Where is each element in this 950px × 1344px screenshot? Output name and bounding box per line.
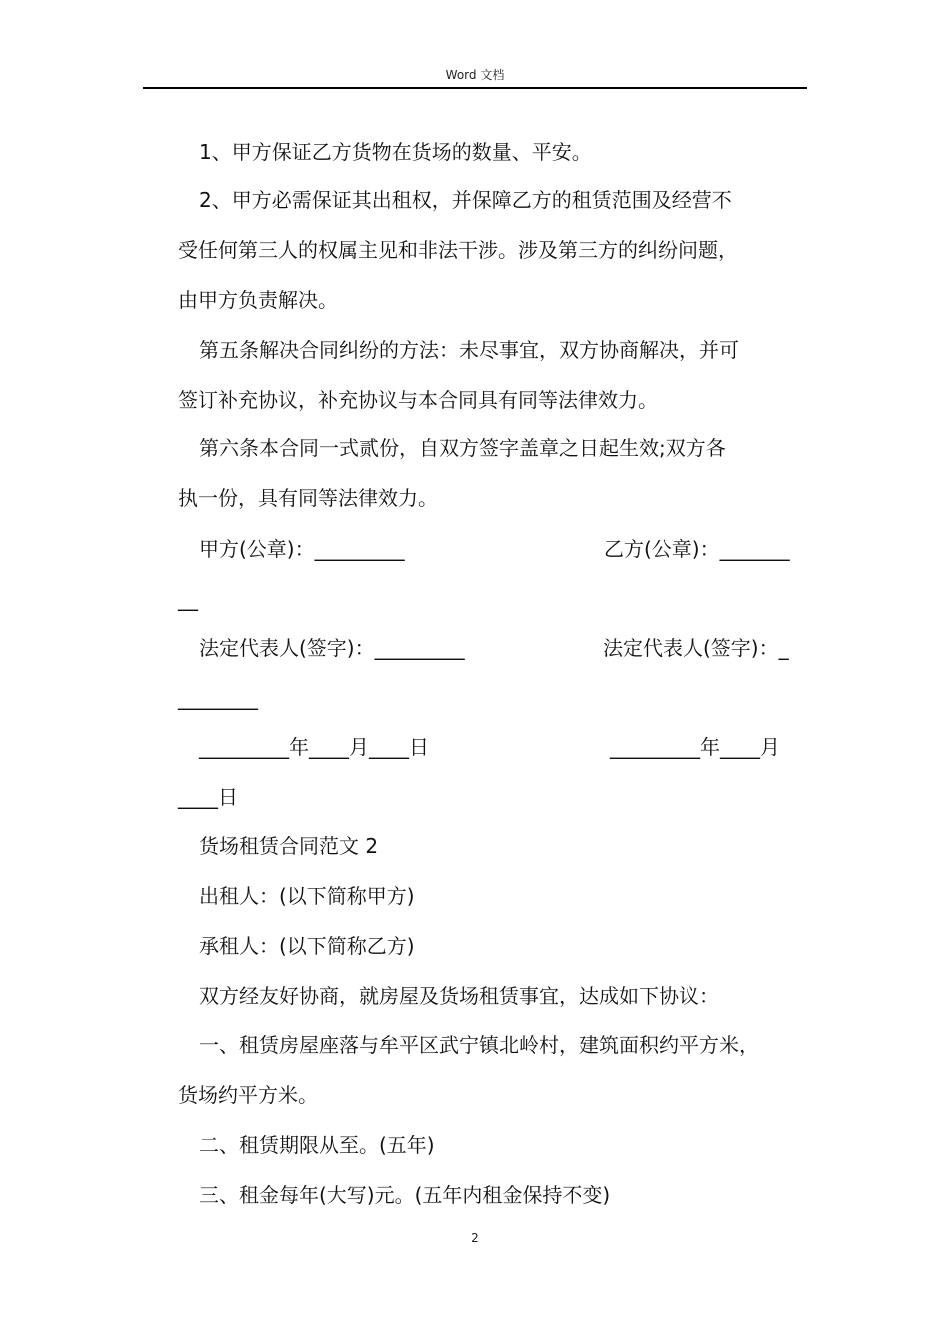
paragraph-line: 第五条解决合同纠纷的方法：未尽事宜，双方协商解决，并可: [199, 338, 739, 362]
page-header: Word 文档: [445, 68, 505, 82]
paragraph-line: 第六条本合同一式贰份，自双方签字盖章之日起生效;双方各: [199, 436, 726, 460]
rep-b-signature-field-continued: ________: [178, 686, 258, 710]
paragraph-line: 承租人：(以下简称乙方): [199, 934, 415, 958]
paragraph-line: 出租人：(以下简称甲方): [199, 884, 415, 908]
paragraph-line: 2、甲方必需保证其出租权，并保障乙方的租赁范围及经营不: [199, 188, 732, 212]
paragraph-line: 执一份，具有同等法律效力。: [178, 486, 438, 510]
page-number: 2: [471, 1231, 479, 1245]
party-a-seal-field: 甲方(公章)：_________: [199, 537, 405, 561]
date-a-field: _________年____月____日: [199, 735, 429, 759]
rep-a-signature-field: 法定代表人(签字)：_________: [199, 636, 465, 660]
paragraph-line: 1、甲方保证乙方货物在货场的数量、平安。: [199, 140, 592, 164]
party-b-seal-field-continued: __: [178, 587, 198, 611]
paragraph-line: 由甲方负责解决。: [178, 288, 338, 312]
party-b-seal-field: 乙方(公章)：_______: [604, 537, 790, 561]
section-title: 货场租赁合同范文 2: [199, 834, 379, 858]
paragraph-line: 一、租赁房屋座落与牟平区武宁镇北岭村，建筑面积约平方米，: [199, 1033, 759, 1057]
date-b-field-continued: ____日: [178, 785, 238, 809]
header-divider: [143, 87, 807, 89]
paragraph-line: 货场约平方米。: [178, 1083, 318, 1107]
paragraph-line: 二、租赁期限从至。(五年): [199, 1133, 435, 1157]
rep-b-signature-field: 法定代表人(签字)：_: [603, 636, 789, 660]
paragraph-line: 签订补充协议，补充协议与本合同具有同等法律效力。: [178, 388, 658, 412]
paragraph-line: 受任何第三人的权属主见和非法干涉。涉及第三方的纠纷问题，: [178, 238, 738, 262]
paragraph-line: 三、租金每年(大写)元。(五年内租金保持不变): [199, 1183, 611, 1207]
paragraph-line: 双方经友好协商，就房屋及货场租赁事宜，达成如下协议：: [199, 984, 719, 1008]
date-b-field: _________年____月: [610, 735, 780, 759]
